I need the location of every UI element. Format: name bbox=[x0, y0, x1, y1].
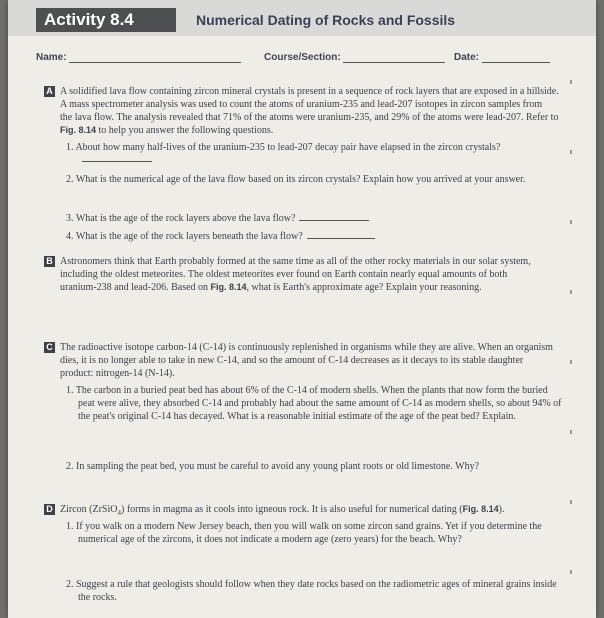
section-c-intro-line-3: product: nitrogen-14 (N-14). bbox=[60, 368, 175, 379]
answer-line-a3[interactable] bbox=[299, 211, 369, 221]
section-d-question-1-line-2: numerical age of the zircons, it does not indicate a modern age (zero years) for the beach. Why? bbox=[78, 534, 462, 545]
worksheet-page bbox=[8, 0, 596, 618]
section-d-question-1-line-1: 1. If you walk on a modern New Jersey beach, then you will walk on some zircon sand grains. Yet if you determine the bbox=[66, 521, 542, 532]
section-a-question-1: 1. About how many half-lives of the uranium-235 to lead-207 decay pair have elapsed in the zircon crystals? bbox=[66, 142, 501, 153]
name-field[interactable] bbox=[36, 52, 241, 66]
figure-reference: Fig. 8.14 bbox=[462, 504, 499, 514]
section-a-intro-line-4 bbox=[60, 124, 273, 137]
section-d-question-2-line-2: the rocks. bbox=[78, 592, 117, 603]
name-label: Name: bbox=[36, 52, 67, 63]
section-d-badge: D bbox=[44, 504, 55, 515]
section-c-intro-line-2: dies, it is no longer able to take in new C-14, and so the amount of C-14 decreases as it decays to its stable daughter bbox=[60, 355, 524, 366]
section-c-question-2: 2. In sampling the peat bed, you must be careful to avoid any young plant roots or old limestone. Why? bbox=[66, 461, 480, 472]
answer-line-a1[interactable] bbox=[82, 161, 152, 162]
course-field[interactable] bbox=[264, 52, 445, 66]
activity-title: Numerical Dating of Rocks and Fossils bbox=[196, 12, 456, 28]
answer-line-a4[interactable] bbox=[307, 229, 375, 239]
section-a-question-4: 4. What is the age of the rock layers beneath the lava flow? bbox=[66, 229, 375, 243]
figure-reference: Fig. 8.14 bbox=[60, 125, 97, 135]
figure-reference: Fig. 8.14 bbox=[210, 282, 247, 292]
date-label: Date: bbox=[454, 52, 480, 63]
section-c-intro-line-1: The radioactive isotope carbon-14 (C-14) is continuously replenished in organisms while they are alive. When an organism bbox=[60, 342, 553, 353]
binder-holes bbox=[566, 40, 572, 610]
section-b-line-1: Astronomers think that Earth probably formed at the same time as all of the other rocky materials in our solar system, bbox=[60, 256, 531, 267]
section-c-badge: C bbox=[44, 342, 55, 353]
section-a-intro-tail: to help you answer the following questions. bbox=[98, 125, 274, 136]
section-a-badge: A bbox=[44, 86, 55, 97]
section-c-question-1-line-3: the peat's original C-14 has decayed. What is a reasonable initial estimate of the age of the peat bed? Explain. bbox=[78, 411, 516, 422]
section-b-line-3: uranium-238 and lead-206. Based on Fig. 8.14, what is Earth's approximate age? Explain your reasoning. bbox=[60, 282, 482, 293]
name-line bbox=[69, 52, 241, 63]
section-d-question-2-line-1: 2. Suggest a rule that geologists should follow when they date rocks based on the radiometric ages of mineral grains inside bbox=[66, 579, 557, 590]
activity-label: Activity 8.4 bbox=[36, 8, 176, 32]
section-d-intro: Zircon (ZrSiO$_4$) forms in magma as it cools into igneous rock. It is also useful for numerical dating (Fig. 8.14). bbox=[60, 504, 505, 517]
course-line bbox=[343, 52, 445, 63]
section-a-question-3: 3. What is the age of the rock layers above the lava flow? bbox=[66, 211, 369, 225]
section-c-question-1-line-1: 1. The carbon in a buried peat bed has about 6% of the C-14 of modern shells. When the plants that now form the buried bbox=[66, 385, 548, 396]
section-b-badge: B bbox=[44, 256, 55, 267]
section-b-line-2: including the oldest meteorites. The oldest meteorites ever found on Earth contain nearly equal amounts of both bbox=[60, 269, 508, 280]
section-a-intro-line-3: the lava flow. The analysis revealed that 71% of the atoms were uranium-235, and 29% of the atoms were lead-207. Refer to bbox=[60, 112, 559, 123]
date-field[interactable] bbox=[454, 52, 550, 66]
section-a-intro-line-2: A mass spectrometer analysis was used to count the atoms of uranium-235 and lead-207 isotopes in zircon samples from bbox=[60, 99, 543, 110]
course-label: Course/Section: bbox=[264, 52, 341, 63]
section-a-question-2: 2. What is the numerical age of the lava flow based on its zircon crystals? Explain how you arrived at your answer. bbox=[66, 174, 526, 185]
section-c-question-1-line-2: peat were alive, they absorbed C-14 and probably had about the same amount of C-14 as modern shells, so about 94% of bbox=[78, 398, 562, 409]
section-a-intro-line-1: A solidified lava flow containing zircon mineral crystals is present in a sequence of rock layers that are exposed in a hillside. bbox=[60, 86, 559, 97]
date-line bbox=[482, 52, 550, 63]
